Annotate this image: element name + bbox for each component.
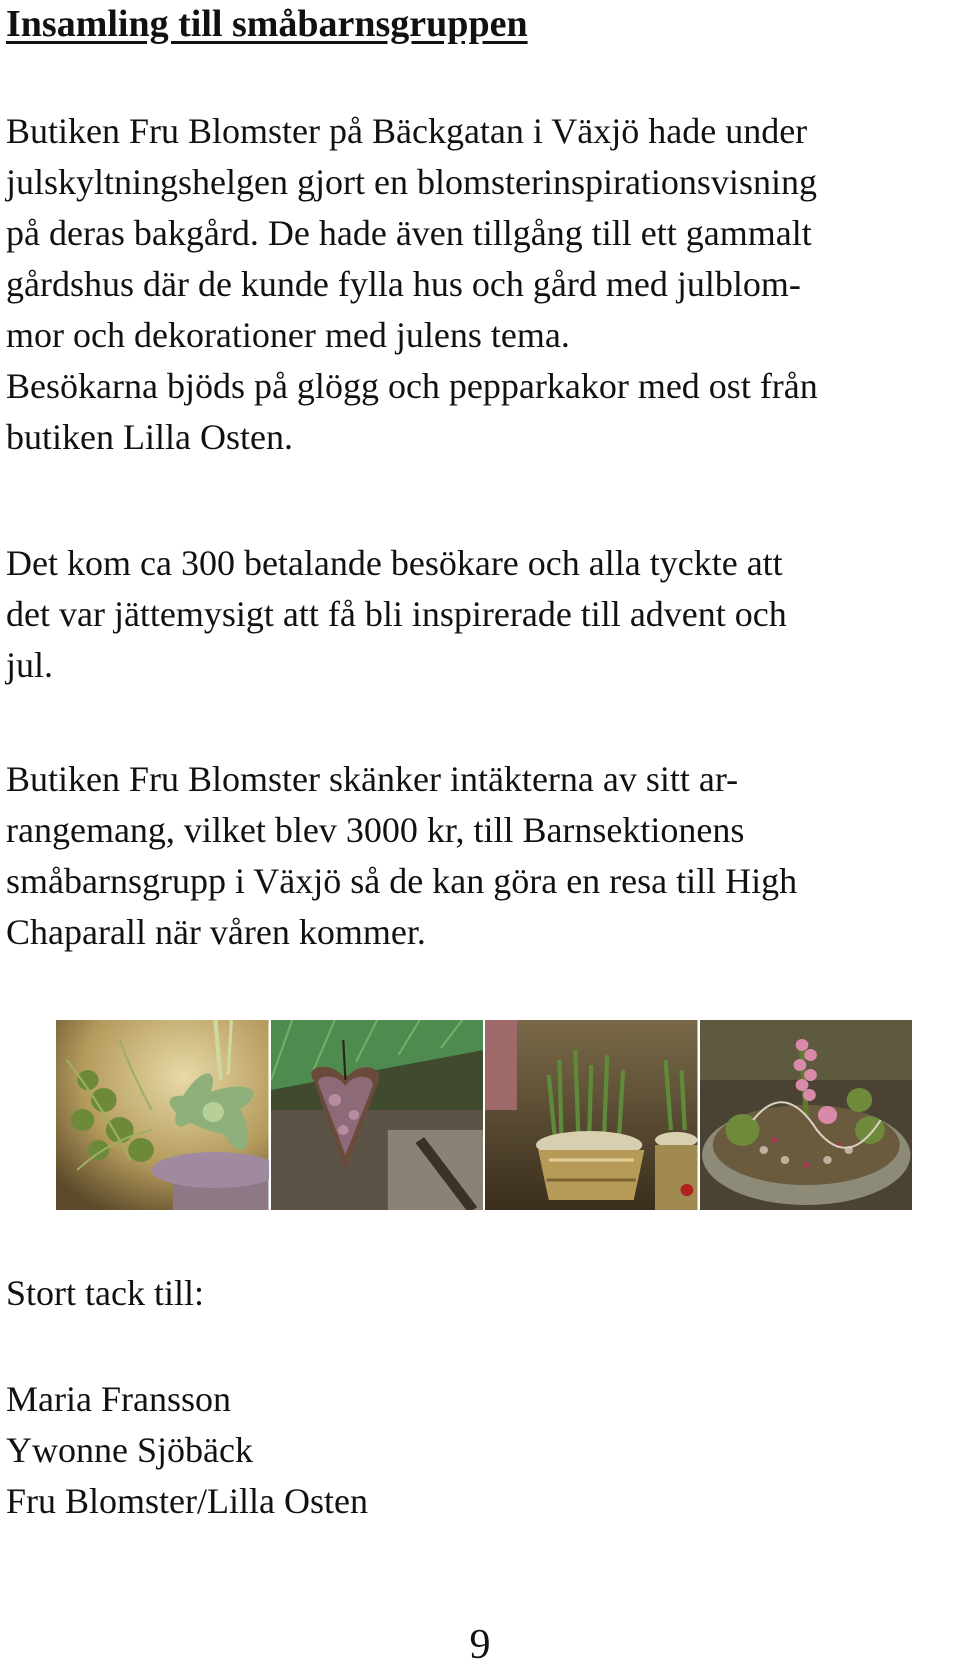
page-title: Insamling till småbarnsgruppen — [6, 3, 528, 45]
thanks-heading: Stort tack till: — [6, 1273, 204, 1313]
photo-succulent — [56, 1020, 269, 1210]
photo-bulbs — [485, 1020, 698, 1210]
paragraph-line: det var jättemysigt att få bli inspirerade till advent och — [6, 594, 787, 634]
photo-strip — [56, 1020, 912, 1210]
thanks-name: Maria Fransson — [6, 1379, 231, 1419]
paragraph-line: småbarnsgrupp i Växjö så de kan göra en resa till High — [6, 861, 798, 901]
paragraph-line: på deras bakgård. De hade även tillgång till ett gammalt — [6, 213, 812, 253]
paragraph-visitors — [6, 538, 787, 691]
paragraph-line: mor och dekorationer med julens tema. — [6, 315, 570, 355]
photo-hyacinth-bowl — [700, 1020, 913, 1210]
thanks-name: Ywonne Sjöbäck — [6, 1430, 253, 1470]
thanks-list — [6, 1374, 368, 1527]
paragraph-donation — [6, 754, 797, 958]
paragraph-line: Det kom ca 300 betalande besökare och alla tyckte att — [6, 543, 783, 583]
paragraph-line: Butiken Fru Blomster skänker intäkterna av sitt ar- — [6, 759, 739, 799]
page-number: 9 — [469, 1622, 491, 1668]
paragraph-line: rangemang, vilket blev 3000 kr, till Barnsektionens — [6, 810, 745, 850]
paragraph-line: Butiken Fru Blomster på Bäckgatan i Växjö hade under — [6, 111, 808, 151]
photo-heart-decoration — [271, 1020, 484, 1210]
paragraph-event — [6, 106, 818, 463]
paragraph-line: Chaparall när våren kommer. — [6, 912, 426, 952]
thanks-name: Fru Blomster/Lilla Osten — [6, 1481, 368, 1521]
paragraph-line: gårdshus där de kunde fylla hus och gård med julblom- — [6, 264, 801, 304]
paragraph-line: butiken Lilla Osten. — [6, 417, 293, 457]
paragraph-line: julskyltningshelgen gjort en blomsterinspirationsvisning — [6, 162, 817, 202]
paragraph-line: Besökarna bjöds på glögg och pepparkakor med ost från — [6, 366, 818, 406]
paragraph-line: jul. — [6, 645, 54, 685]
